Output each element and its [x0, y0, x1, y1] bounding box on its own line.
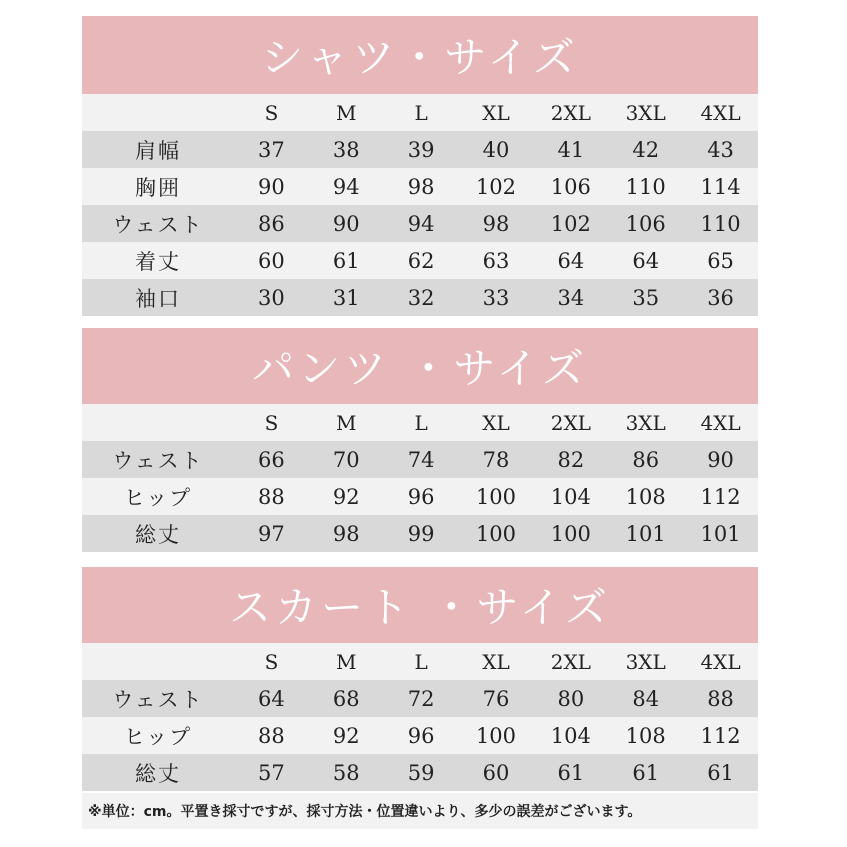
pants-size-title: パンツ ・サイズ	[82, 328, 758, 404]
table-cell: 35	[632, 285, 660, 310]
table-row	[82, 515, 758, 552]
table-cell: 86	[258, 211, 285, 236]
pants-size-table	[82, 328, 758, 552]
size-header: L	[414, 649, 428, 674]
table-cell: 61	[557, 760, 585, 785]
table-cell: 36	[707, 285, 734, 310]
shirt-size-title: シャツ・サイズ	[82, 16, 758, 94]
size-header: L	[414, 100, 428, 125]
table-cell: 78	[482, 447, 510, 472]
table-cell: 60	[482, 760, 510, 785]
table-cell: 108	[625, 484, 666, 509]
table-cell: 98	[332, 521, 360, 546]
row-label: ヒップ	[123, 485, 193, 510]
table-cell: 82	[557, 447, 585, 472]
table-cell: 86	[632, 447, 660, 472]
table-cell: 37	[258, 137, 285, 162]
table-row	[82, 131, 758, 168]
table-cell: 102	[475, 174, 517, 199]
size-header-row	[82, 94, 758, 131]
table-cell: 72	[407, 686, 435, 711]
table-cell: 88	[707, 686, 734, 711]
table-cell: 32	[407, 285, 435, 310]
table-cell: 84	[632, 686, 660, 711]
skirt-size-table	[82, 567, 758, 791]
table-cell: 65	[707, 248, 734, 273]
size-header: XL	[482, 410, 510, 435]
table-cell: 114	[700, 174, 741, 199]
table-cell: 80	[557, 686, 585, 711]
size-header: 3XL	[625, 410, 666, 435]
size-header: M	[336, 100, 357, 125]
row-label: 肩幅	[135, 138, 181, 163]
table-cell: 70	[332, 447, 360, 472]
table-cell: 58	[332, 760, 360, 785]
table-cell: 60	[258, 248, 285, 273]
table-cell: 92	[332, 723, 360, 748]
table-cell: 30	[258, 285, 285, 310]
table-cell: 38	[332, 137, 360, 162]
table-cell: 110	[700, 211, 741, 236]
table-cell: 90	[332, 211, 360, 236]
table-cell: 43	[707, 137, 734, 162]
shirt-size-table	[82, 16, 758, 316]
size-header: 2XL	[550, 649, 591, 674]
table-cell: 64	[557, 248, 585, 273]
table-cell: 98	[482, 211, 510, 236]
row-label: ウェスト	[112, 448, 204, 473]
table-cell: 61	[632, 760, 660, 785]
table-cell: 61	[332, 248, 360, 273]
table-cell: 112	[700, 484, 741, 509]
table-cell: 34	[557, 285, 585, 310]
table-cell: 76	[482, 686, 510, 711]
table-cell: 112	[700, 723, 741, 748]
size-header: 2XL	[550, 100, 591, 125]
table-cell: 64	[632, 248, 660, 273]
table-cell: 101	[625, 521, 666, 546]
size-header-row	[82, 404, 758, 441]
table-row	[82, 205, 758, 242]
size-header: S	[264, 100, 279, 125]
table-cell: 97	[258, 521, 285, 546]
table-cell: 74	[407, 447, 435, 472]
table-cell: 92	[332, 484, 360, 509]
measurement-note: ※単位：cm。平置き採寸ですが、採寸方法・位置違いより、多少の誤差がございます。	[82, 793, 758, 829]
table-cell: 62	[407, 248, 435, 273]
table-cell: 104	[550, 723, 591, 748]
table-cell: 108	[625, 723, 666, 748]
row-label: 着丈	[135, 249, 181, 274]
size-header: S	[264, 410, 279, 435]
row-label: 総丈	[135, 522, 181, 547]
table-row	[82, 680, 758, 717]
size-header: M	[336, 410, 357, 435]
table-cell: 61	[707, 760, 734, 785]
table-cell: 99	[407, 521, 435, 546]
table-cell: 106	[625, 211, 666, 236]
table-cell: 63	[482, 248, 510, 273]
table-cell: 94	[407, 211, 435, 236]
table-row	[82, 279, 758, 316]
table-cell: 106	[550, 174, 591, 199]
row-label: ウェスト	[112, 212, 204, 237]
size-header: M	[336, 649, 357, 674]
table-cell: 100	[475, 521, 517, 546]
table-cell: 31	[332, 285, 360, 310]
table-cell: 88	[258, 723, 285, 748]
skirt-size-title: スカート ・サイズ	[82, 567, 758, 643]
table-row	[82, 168, 758, 205]
table-cell: 98	[407, 174, 435, 199]
table-cell: 94	[332, 174, 360, 199]
table-cell: 42	[632, 137, 660, 162]
size-header: 3XL	[625, 100, 666, 125]
row-label: 袖口	[135, 286, 181, 311]
table-cell: 68	[332, 686, 360, 711]
table-cell: 90	[258, 174, 285, 199]
table-cell: 100	[475, 484, 517, 509]
row-label: 総丈	[135, 761, 181, 786]
size-header: XL	[482, 649, 510, 674]
table-row	[82, 242, 758, 279]
table-row	[82, 441, 758, 478]
table-cell: 66	[258, 447, 285, 472]
table-cell: 41	[557, 137, 585, 162]
table-cell: 88	[258, 484, 285, 509]
size-header: 2XL	[550, 410, 591, 435]
table-cell: 96	[407, 723, 435, 748]
table-cell: 102	[550, 211, 591, 236]
table-row	[82, 717, 758, 754]
size-header-row	[82, 643, 758, 680]
table-cell: 101	[700, 521, 741, 546]
row-label: ヒップ	[123, 724, 193, 749]
table-cell: 39	[407, 137, 435, 162]
size-header: 3XL	[625, 649, 666, 674]
table-cell: 104	[550, 484, 591, 509]
size-header: XL	[482, 100, 510, 125]
table-row	[82, 478, 758, 515]
table-row	[82, 754, 758, 791]
table-cell: 64	[258, 686, 285, 711]
table-cell: 96	[407, 484, 435, 509]
row-label: ウェスト	[112, 687, 204, 712]
table-cell: 57	[258, 760, 285, 785]
table-cell: 40	[482, 137, 510, 162]
row-label: 胸囲	[135, 175, 181, 200]
table-cell: 100	[475, 723, 517, 748]
size-header: S	[264, 649, 279, 674]
table-cell: 110	[625, 174, 666, 199]
size-header: L	[414, 410, 428, 435]
table-cell: 59	[407, 760, 435, 785]
size-header: 4XL	[700, 410, 741, 435]
size-header: 4XL	[700, 100, 741, 125]
table-cell: 90	[707, 447, 734, 472]
table-cell: 33	[482, 285, 510, 310]
table-cell: 100	[550, 521, 591, 546]
size-header: 4XL	[700, 649, 741, 674]
